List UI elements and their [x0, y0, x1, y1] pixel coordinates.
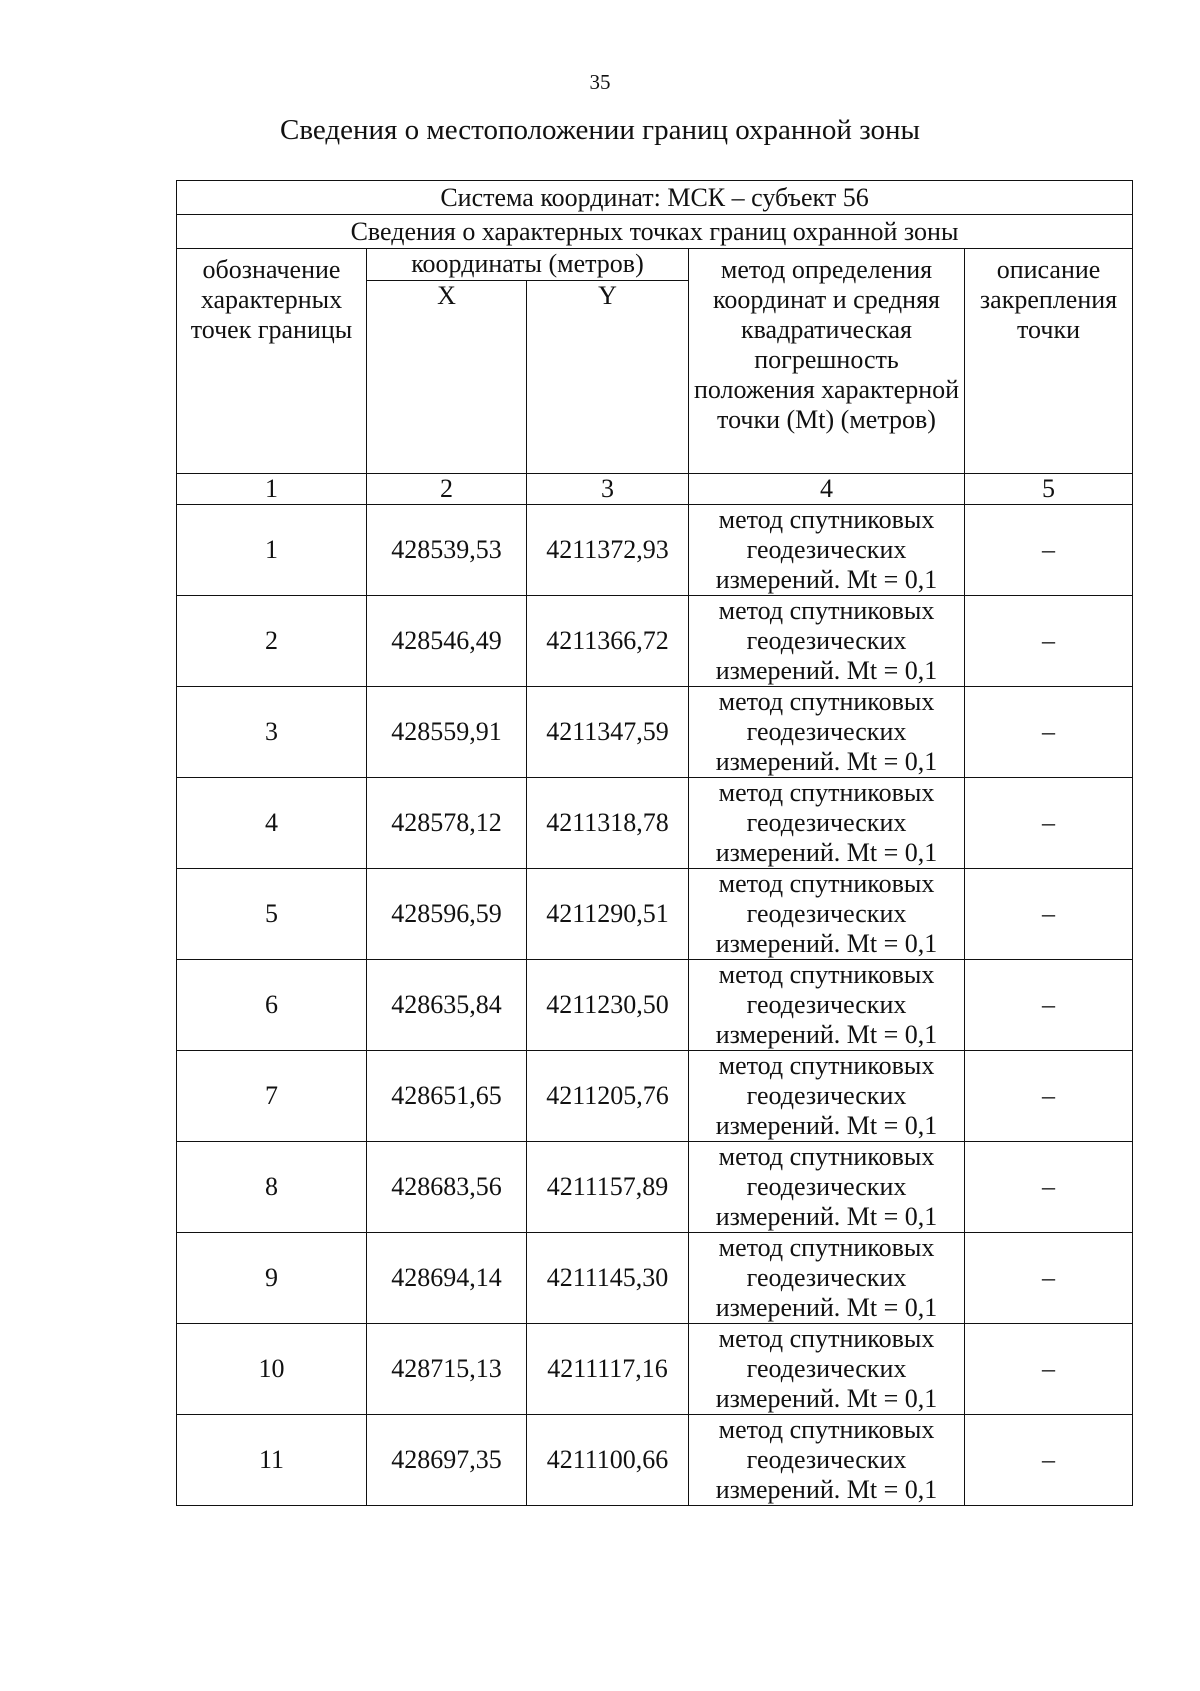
y-cell: 4211366,72 [527, 596, 689, 687]
description-cell: – [965, 1415, 1133, 1506]
y-cell: 4211372,93 [527, 505, 689, 596]
description-cell: – [965, 1324, 1133, 1415]
header-description: описание закрепления точки [965, 249, 1133, 474]
description-cell: – [965, 1051, 1133, 1142]
table-row [177, 1415, 1133, 1506]
point-cell: 11 [177, 1415, 367, 1506]
table-row [177, 596, 1133, 687]
point-cell: 6 [177, 960, 367, 1051]
point-cell: 3 [177, 687, 367, 778]
method-cell: метод спутниковых геодезических измерений. Mt = 0,1 [689, 960, 965, 1051]
description-cell: – [965, 960, 1133, 1051]
header-point: обозначение характерных точек границы [177, 249, 367, 474]
header-coords: координаты (метров) [367, 249, 689, 281]
method-cell: метод спутниковых геодезических измерений. Mt = 0,1 [689, 1142, 965, 1233]
section-title-row [177, 215, 1133, 249]
method-cell: метод спутниковых геодезических измерений. Mt = 0,1 [689, 869, 965, 960]
y-cell: 4211100,66 [527, 1415, 689, 1506]
x-cell: 428697,35 [367, 1415, 527, 1506]
coordinates-table-container [176, 180, 1132, 1506]
page-number: 35 [589, 70, 611, 94]
column-number: 5 [965, 474, 1133, 505]
x-cell: 428546,49 [367, 596, 527, 687]
column-numbers-row [177, 474, 1133, 505]
table-row [177, 960, 1133, 1051]
header-x: X [367, 280, 527, 473]
x-cell: 428596,59 [367, 869, 527, 960]
x-cell: 428559,91 [367, 687, 527, 778]
description-cell: – [965, 778, 1133, 869]
method-cell: метод спутниковых геодезических измерений. Mt = 0,1 [689, 505, 965, 596]
table-row [177, 1324, 1133, 1415]
description-cell: – [965, 596, 1133, 687]
x-cell: 428694,14 [367, 1233, 527, 1324]
x-cell: 428651,65 [367, 1051, 527, 1142]
table-row [177, 1142, 1133, 1233]
coord-system-row [177, 181, 1133, 215]
table-row [177, 687, 1133, 778]
coord-system-cell: Система координат: МСК – субъект 56 [177, 181, 1133, 215]
description-cell: – [965, 505, 1133, 596]
y-cell: 4211290,51 [527, 869, 689, 960]
y-cell: 4211347,59 [527, 687, 689, 778]
point-cell: 9 [177, 1233, 367, 1324]
column-number: 3 [527, 474, 689, 505]
x-cell: 428715,13 [367, 1324, 527, 1415]
table-body [177, 181, 1133, 1506]
point-cell: 2 [177, 596, 367, 687]
y-cell: 4211157,89 [527, 1142, 689, 1233]
point-cell: 10 [177, 1324, 367, 1415]
description-cell: – [965, 687, 1133, 778]
table-row [177, 1233, 1133, 1324]
method-cell: метод спутниковых геодезических измерений. Mt = 0,1 [689, 778, 965, 869]
method-cell: метод спутниковых геодезических измерений. Mt = 0,1 [689, 687, 965, 778]
header-method: метод определения координат и средняя квадратическая погрешность положения характерной точки (Mt) (метров) [689, 249, 965, 474]
method-cell: метод спутниковых геодезических измерений. Mt = 0,1 [689, 1324, 965, 1415]
y-cell: 4211145,30 [527, 1233, 689, 1324]
description-cell: – [965, 869, 1133, 960]
method-cell: метод спутниковых геодезических измерений. Mt = 0,1 [689, 1415, 965, 1506]
table-row [177, 505, 1133, 596]
header-y: Y [527, 280, 689, 473]
method-cell: метод спутниковых геодезических измерений. Mt = 0,1 [689, 1233, 965, 1324]
description-cell: – [965, 1233, 1133, 1324]
x-cell: 428578,12 [367, 778, 527, 869]
table-row [177, 1051, 1133, 1142]
point-cell: 5 [177, 869, 367, 960]
description-cell: – [965, 1142, 1133, 1233]
x-cell: 428683,56 [367, 1142, 527, 1233]
x-cell: 428635,84 [367, 960, 527, 1051]
point-cell: 4 [177, 778, 367, 869]
y-cell: 4211117,16 [527, 1324, 689, 1415]
y-cell: 4211205,76 [527, 1051, 689, 1142]
point-cell: 7 [177, 1051, 367, 1142]
document-title: Сведения о местоположении границ охранной зоны [279, 114, 920, 146]
point-cell: 8 [177, 1142, 367, 1233]
coordinates-table [176, 180, 1133, 1506]
section-title-cell: Сведения о характерных точках границ охранной зоны [177, 215, 1133, 249]
x-cell: 428539,53 [367, 505, 527, 596]
y-cell: 4211230,50 [527, 960, 689, 1051]
method-cell: метод спутниковых геодезических измерений. Mt = 0,1 [689, 596, 965, 687]
column-number: 4 [689, 474, 965, 505]
point-cell: 1 [177, 505, 367, 596]
method-cell: метод спутниковых геодезических измерений. Mt = 0,1 [689, 1051, 965, 1142]
table-row [177, 869, 1133, 960]
table-row [177, 778, 1133, 869]
column-number: 1 [177, 474, 367, 505]
column-number: 2 [367, 474, 527, 505]
y-cell: 4211318,78 [527, 778, 689, 869]
header-row-1 [177, 249, 1133, 281]
